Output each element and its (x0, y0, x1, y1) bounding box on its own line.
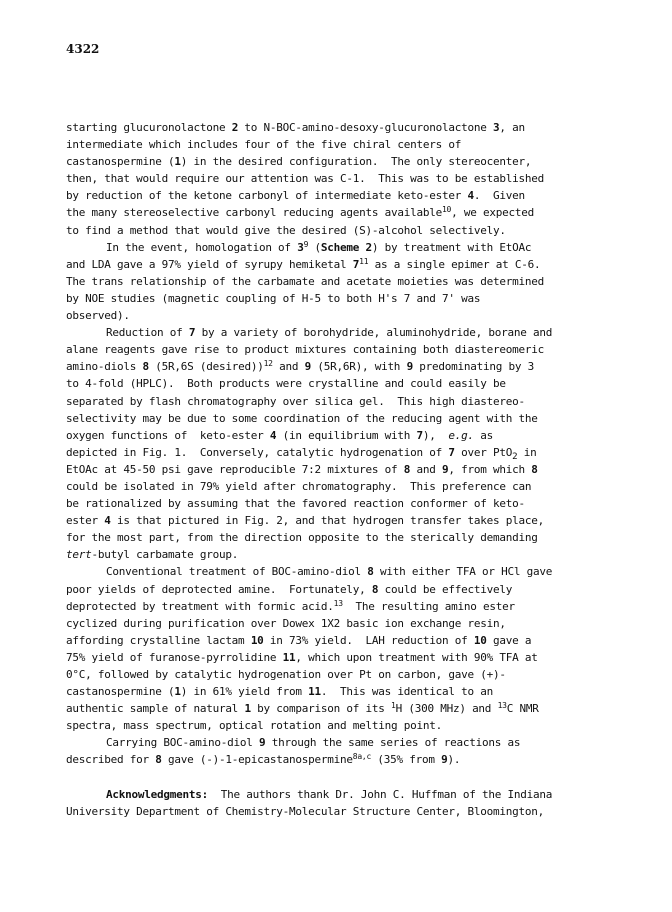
text-segment: 12 (263, 359, 273, 369)
text-segment: , an (499, 121, 525, 134)
text-segment: spectra, mass spectrum, optical rotation and melting point. (66, 719, 442, 733)
text-line (66, 495, 626, 512)
text-segment: 11 (359, 256, 369, 266)
text-segment: separated by flash chromatography over silica gel. This high diastereo- (66, 394, 525, 408)
page-number: 4322 (66, 42, 100, 56)
text-segment: 1 (174, 155, 181, 169)
text-line (66, 187, 626, 204)
text-line (66, 478, 626, 495)
text-segment: 1 (174, 685, 181, 699)
text-segment: Reduction of (106, 326, 189, 340)
text-segment: then, that would require our attention was C-1. This was to be established (66, 172, 544, 186)
text-line (66, 204, 626, 221)
text-line (66, 136, 626, 153)
text-line (66, 803, 626, 820)
text-segment: starting glucuronolactone (66, 121, 232, 134)
text-line (66, 324, 626, 341)
text-segment: 10 (250, 633, 264, 647)
text-segment: could be effectively (378, 582, 513, 596)
text-segment: authentic sample of natural (66, 702, 245, 716)
text-segment: , we expected (451, 206, 534, 220)
text-segment: described for (66, 753, 156, 767)
text-line (66, 512, 626, 529)
text-line (66, 546, 626, 563)
text-segment: over PtO (454, 445, 513, 459)
text-segment: , which upon treatment with 90% TFA at (295, 650, 538, 664)
text-segment: 7 (448, 445, 455, 459)
text-segment: amino-diols (66, 360, 143, 374)
text-segment: 2 (512, 450, 518, 462)
text-segment: 13 (497, 701, 507, 711)
text-segment: 3 (297, 240, 304, 254)
text-line (66, 734, 626, 751)
text-line (66, 683, 626, 700)
text-segment: ) by treatment with EtOAc (371, 240, 532, 254)
text-segment: affording crystalline lactam (66, 633, 251, 647)
text-segment: to find a method that would give the desired (S)-alcohol selectively. (66, 223, 506, 237)
text-line (66, 444, 626, 461)
text-segment: 0°C, followed by catalytic hydrogenation over Pt on carbon, gave (+)- (66, 668, 506, 681)
text-segment: University Department of Chemistry-Molecular Structure Center, Bloomington, (66, 804, 544, 818)
text-segment: 8 (142, 360, 149, 374)
text-segment: Carrying BOC-amino-diol (106, 736, 259, 750)
text-segment: selectivity may be due to some coordination of the reducing agent with the (66, 411, 538, 425)
text-segment: . Given (473, 189, 525, 203)
text-segment: to 4-fold (HPLC). Both products were crystalline and could easily be (66, 377, 506, 391)
text-segment: the many stereoselective carbonyl reducing agents available (66, 206, 442, 220)
text-segment: 10 (473, 633, 487, 647)
text-segment: is that pictured in Fig. 2, and that hydrogen transfer takes place, (110, 514, 544, 528)
text-line (66, 119, 626, 136)
text-segment: poor yields of deprotected amine. Fortunately, (66, 582, 372, 596)
text-line (66, 222, 626, 239)
text-segment: by reduction of the ketone carbonyl of intermediate keto-ester (66, 189, 468, 203)
text-line (66, 375, 626, 392)
text-segment: 4 (104, 514, 111, 528)
text-segment: gave (-)-1-epicastanospermine (161, 753, 353, 767)
text-segment: (5R,6S (desired)) (148, 360, 264, 374)
text-segment: ). (447, 753, 461, 767)
text-segment: 4 (467, 189, 474, 203)
text-line (66, 632, 626, 649)
text-segment: ), (422, 428, 449, 442)
text-segment: as a single epimer at C-6. (368, 257, 541, 271)
text-segment: 8a,c (352, 752, 372, 762)
text-segment: 8 (531, 462, 538, 476)
text-segment: Conventional treatment of BOC-amino-diol (106, 565, 368, 579)
text-line (66, 341, 626, 358)
text-segment: 9 (406, 360, 413, 374)
text-segment: tert (66, 548, 92, 562)
text-line (66, 170, 626, 187)
text-segment: C NMR (506, 702, 539, 716)
text-line (66, 615, 626, 632)
text-segment: 11 (308, 685, 321, 699)
text-line (66, 410, 626, 427)
text-segment: predominating by 3 (412, 360, 535, 374)
text-segment: (35% from (371, 753, 442, 767)
text-segment: The authors thank Dr. John C. Huffman of the Indiana (207, 787, 553, 801)
text-line (66, 529, 626, 546)
text-segment: . This was identical to an (320, 685, 493, 699)
text-segment: 9 (441, 753, 448, 767)
text-segment: 9 (258, 736, 266, 750)
text-segment: 8 (367, 565, 374, 579)
text-line (66, 290, 626, 307)
text-line (66, 427, 626, 444)
text-segment: 8 (403, 462, 411, 476)
text-line (66, 717, 626, 734)
text-segment: EtOAc at 45-50 psi gave reproducible 7:2 mixtures of (66, 462, 404, 476)
text-segment: ) in the desired configuration. The only stereocenter, (180, 155, 532, 169)
text-line (66, 751, 626, 768)
text-segment: ( (308, 240, 321, 254)
text-segment: In the event, homologation of (106, 240, 298, 254)
text-segment: with either TFA or HCl gave (373, 565, 553, 579)
text-segment: 3 (492, 121, 500, 134)
paragraph-gap (66, 769, 626, 786)
text-segment: in (517, 445, 537, 459)
text-segment: by a variety of borohydride, aluminohydride, borane and (195, 326, 553, 340)
text-segment: oxygen functions of keto-ester (66, 428, 270, 442)
text-segment: observed). (66, 309, 130, 323)
text-segment: depicted in Fig. 1. Conversely, catalytic hydrogenation of (66, 445, 449, 459)
text-segment: and LDA gave a 97% yield of syrupy hemiketal (66, 257, 353, 271)
text-segment: for the most part, from the direction opposite to the sterically demanding (66, 531, 538, 545)
text-segment: 10 (441, 205, 452, 215)
text-segment: cyclized during purification over Dowex 1X2 basic ion exchange resin, (66, 616, 506, 630)
text-line (66, 649, 626, 666)
text-segment: could be isolated in 79% yield after chromatography. This preference can (66, 479, 532, 493)
text-line (66, 581, 626, 598)
text-segment: 8 (155, 753, 162, 767)
text-segment: intermediate which includes four of the five chiral centers of (66, 138, 462, 152)
text-segment: as (473, 428, 493, 442)
text-segment: by comparison of its (250, 702, 392, 716)
text-segment: 4 (269, 428, 277, 442)
text-line (66, 239, 626, 256)
text-segment: 1 (391, 701, 396, 711)
text-segment: deprotected by treatment with formic acid. (66, 599, 334, 613)
text-segment: 11 (282, 650, 296, 664)
text-segment: and (272, 360, 305, 374)
text-segment: Scheme 2 (320, 240, 372, 254)
text-segment: 7 (352, 257, 360, 271)
text-line (66, 598, 626, 615)
text-segment: -butyl carbamate group. (91, 548, 239, 562)
text-line (66, 358, 626, 375)
text-segment: castanospermine ( (66, 685, 175, 699)
text-segment: and (410, 462, 442, 476)
text-segment: The trans relationship of the carbamate and acetate moieties was determined (66, 274, 544, 288)
text-segment: 9 (304, 360, 311, 374)
text-segment: The resulting amino ester (342, 599, 515, 613)
text-segment: 2 (231, 121, 239, 134)
text-segment: alane reagents gave rise to product mixtures containing both diastereomeric (66, 343, 544, 357)
text-line (66, 307, 626, 324)
text-segment: H (300 MHz) and (395, 702, 498, 716)
text-segment: (5R,6R), with (310, 360, 407, 374)
text-segment: to N-BOC-amino-desoxy-glucuronolactone (238, 121, 493, 134)
text-segment: e.g. (448, 428, 474, 442)
text-line (66, 666, 626, 683)
text-line (66, 256, 626, 273)
text-segment: 9 (303, 239, 309, 249)
text-line (66, 273, 626, 290)
text-segment: 7 (188, 326, 196, 340)
text-line (66, 393, 626, 410)
text-line (66, 153, 626, 170)
text-segment: ester (66, 514, 105, 528)
article-body-text (66, 119, 626, 820)
text-segment: in 73% yield. LAH reduction of (263, 633, 474, 647)
text-segment: 9 (442, 462, 449, 476)
text-segment: be rationalized by assuming that the favored reaction conformer of keto- (66, 497, 525, 511)
text-line (66, 461, 626, 478)
text-line (66, 786, 626, 803)
text-segment: 1 (244, 702, 251, 716)
text-segment: (in equilibrium with (276, 428, 417, 442)
text-segment: 7 (416, 428, 423, 442)
text-segment: by NOE studies (magnetic coupling of H-5 to both H's 7 and 7' was (66, 291, 481, 305)
text-line (66, 700, 626, 717)
text-segment: ) in 61% yield from (180, 685, 309, 699)
text-segment: 75% yield of furanose-pyrrolidine (66, 650, 283, 664)
text-segment: through the same series of reactions as (265, 736, 521, 750)
text-segment: gave a (486, 633, 532, 647)
text-line (66, 563, 626, 580)
text-segment: 8 (371, 582, 379, 596)
text-segment: castanospermine ( (66, 155, 175, 169)
text-segment: , from which (448, 462, 532, 476)
text-segment: Acknowledgments: (106, 787, 208, 801)
text-segment: 13 (333, 598, 343, 608)
